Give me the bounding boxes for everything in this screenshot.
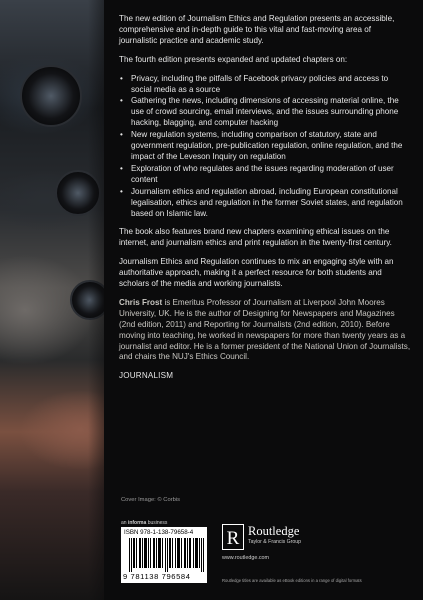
list-item: • Gathering the news, including dimensions of accessing material online, the use of crowd sourcing, email interviews, and the issues surrounding phone hacking, blagging, and computer hacking (131, 96, 411, 129)
ebook-note: Routledge titles are available as eBook editions in a range of digital formats (222, 578, 362, 583)
barcode-number: 9 781138 796584 (123, 572, 191, 581)
camera-lens-image (20, 65, 82, 127)
informa-brand: informa (127, 520, 147, 526)
informa-prefix: an (121, 520, 127, 526)
publisher-name: Routledge (248, 524, 300, 538)
list-item: • Journalism ethics and regulation abroad, including European constitutional legalisation, ethics and regulation in the former Soviet states, and regulation based on Islamic law. (131, 187, 411, 220)
informa-suffix: business (147, 520, 168, 526)
fourth-edition-paragraph: The fourth edition presents expanded and updated chapters on: (119, 54, 348, 64)
publisher-logo (222, 524, 342, 554)
list-item: • New regulation systems, including comparison of statutory, state and government regulation, pre-publication regulation, online regulation, and the impact of the Leveson Inquiry on regulation (131, 130, 411, 163)
barcode (121, 527, 207, 583)
informa-line (121, 520, 167, 526)
publisher-url[interactable]: www.routledge.com (222, 555, 270, 561)
author-bio: is Emeritus Professor of Journalism at Liverpool John Moores University, UK. He is the author of Designing for Newspapers and Magazines (2nd edition, 2011) and Reporting for Journalists (2nd edition, 2010). Before moving into teaching, he worked in newspapers for more than twenty years as a journalist and editor. He is a former president of the National Union of Journalists, and chairs the NUJ's Ethics Council. (119, 297, 411, 362)
engaging-paragraph: Journalism Ethics and Regulation continues to mix an engaging style with an authoritative approach, making it a perfect resource for both students and scholars of the media and working journalists. (119, 257, 394, 289)
isbn-label: ISBN 978-1-138-79658-4 (124, 529, 194, 536)
cover-credit: Cover Image: © Corbis (121, 497, 181, 503)
list-item: • Exploration of who regulates and the issues regarding moderation of user content (131, 164, 411, 186)
author-name: Chris Frost (119, 297, 163, 307)
svg-text:R: R (226, 528, 240, 549)
routledge-r-icon (222, 524, 244, 550)
blurb (119, 14, 411, 390)
cover-photo (0, 0, 118, 600)
chapter-list (119, 74, 411, 220)
subject-heading: JOURNALISM (119, 371, 174, 381)
list-item: • Privacy, including the pitfalls of Facebook privacy policies and access to social media as a source (131, 74, 411, 96)
publisher-group: Taylor & Francis Group (248, 539, 302, 545)
intro-paragraph: The new edition of Journalism Ethics and Regulation presents an accessible, comprehensive and in-depth guide to this vital and fast-moving area of journalistic practice and academic study. (119, 14, 395, 45)
new-chapters-paragraph: The book also features brand new chapters examining ethical issues on the internet, and journalism ethics and print regulation in the twenty-first century. (119, 227, 392, 248)
barcode-bars (129, 538, 205, 572)
author-paragraph (119, 298, 411, 363)
